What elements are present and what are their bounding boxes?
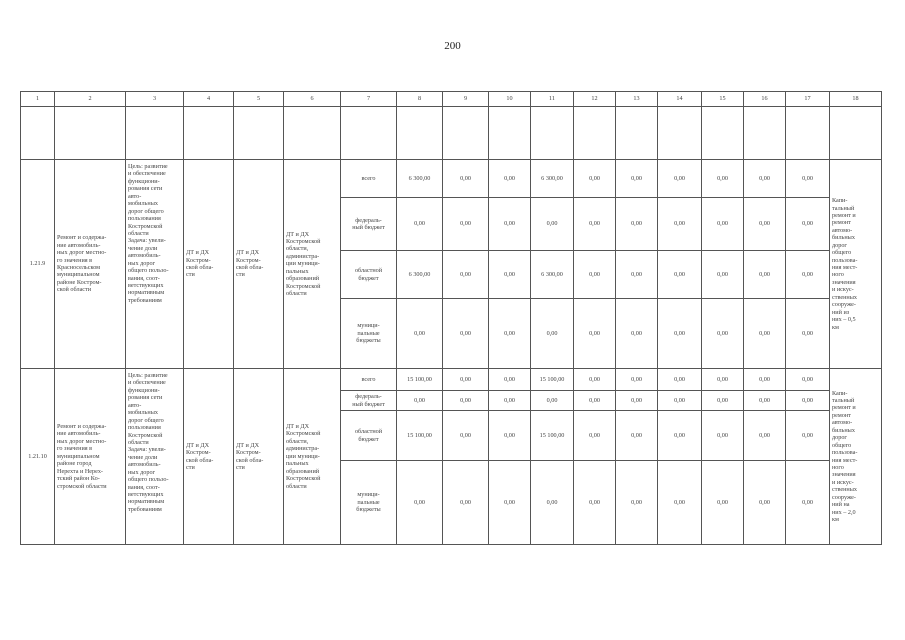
funding-value: 0,00 bbox=[574, 461, 616, 545]
budget-row bbox=[21, 369, 882, 391]
page-number: 200 bbox=[444, 40, 461, 52]
col-header: 2 bbox=[55, 92, 126, 107]
funding-value: 0,00 bbox=[786, 160, 830, 198]
funding-value: 0,00 bbox=[744, 391, 786, 411]
col-header: 9 bbox=[443, 92, 489, 107]
budget-source-text: всего bbox=[361, 375, 376, 383]
funding-value: 0,00 bbox=[658, 198, 702, 251]
budget-source-text: федераль- ный бюджет bbox=[352, 393, 385, 408]
col-header: 5 bbox=[234, 92, 284, 107]
col-header: 1 bbox=[21, 92, 55, 107]
funding-value: 0,00 bbox=[443, 251, 489, 299]
responsible-executor bbox=[184, 369, 234, 545]
funding-value: 0,00 bbox=[744, 299, 786, 369]
responsible-executor-text: ДТ и ДХ Костром- ской обла- сти bbox=[186, 441, 214, 471]
budget-source-text: областной бюджет bbox=[354, 267, 383, 282]
funding-value: 0,00 bbox=[744, 411, 786, 461]
funding-value: 0,00 bbox=[702, 461, 744, 545]
budget-source-text: областной бюджет bbox=[354, 428, 383, 443]
funding-value: 0,00 bbox=[658, 160, 702, 198]
goal-task-text: Цель: развитие и обеспечение функциони- рования сети авто- мобильных дорог общего пользования Костромской области Задача: увели- чение доли автомобиль- ных дорог общего пользо- вания, соот- ветствующих нормативным требованиям bbox=[128, 163, 169, 304]
funding-value: 0,00 bbox=[744, 251, 786, 299]
funding-value: 0,00 bbox=[397, 461, 443, 545]
co-executor bbox=[234, 369, 284, 545]
funding-value: 0,00 bbox=[786, 251, 830, 299]
funding-value: 0,00 bbox=[786, 391, 830, 411]
budget-source-label bbox=[341, 299, 397, 369]
participants bbox=[284, 160, 341, 369]
col-header: 3 bbox=[126, 92, 184, 107]
funding-value: 0,00 bbox=[531, 299, 574, 369]
participants bbox=[284, 369, 341, 545]
col-header: 18 bbox=[830, 92, 882, 107]
funding-value: 0,00 bbox=[744, 461, 786, 545]
funding-value: 0,00 bbox=[702, 198, 744, 251]
participants-text: ДТ и ДХ Костромской области, администра- ции муници- пальных образований Костромской области bbox=[286, 230, 321, 298]
funding-value: 0,00 bbox=[443, 391, 489, 411]
funding-value: 0,00 bbox=[397, 198, 443, 251]
funding-value: 0,00 bbox=[574, 198, 616, 251]
funding-value: 15 100,00 bbox=[531, 411, 574, 461]
expected-result bbox=[830, 160, 882, 369]
funding-value: 15 100,00 bbox=[397, 369, 443, 391]
goal-task-text: Цель: развитие и обеспечение функциони- рования сети авто- мобильных дорог общего пользования Костромской области Задача: увели- чение доли автомобиль- ных дорог общего пользо- вания, соот- ветствующих нормативным требованиям bbox=[128, 372, 169, 513]
funding-value: 0,00 bbox=[744, 369, 786, 391]
funding-value: 0,00 bbox=[574, 160, 616, 198]
budget-table bbox=[20, 91, 882, 545]
funding-value: 0,00 bbox=[616, 369, 658, 391]
col-header: 16 bbox=[744, 92, 786, 107]
funding-value: 0,00 bbox=[786, 411, 830, 461]
col-header: 4 bbox=[184, 92, 234, 107]
col-header: 15 bbox=[702, 92, 744, 107]
row-number-text: 1.21.10 bbox=[28, 452, 47, 460]
spacer-row bbox=[21, 107, 882, 160]
funding-value: 0,00 bbox=[744, 198, 786, 251]
activity-name bbox=[55, 160, 126, 369]
funding-value: 0,00 bbox=[531, 461, 574, 545]
funding-value: 0,00 bbox=[702, 411, 744, 461]
table-body bbox=[21, 92, 882, 545]
budget-source-text: федераль- ный бюджет bbox=[352, 216, 385, 231]
funding-value: 0,00 bbox=[702, 160, 744, 198]
funding-value: 0,00 bbox=[489, 411, 531, 461]
funding-value: 0,00 bbox=[786, 198, 830, 251]
funding-value: 0,00 bbox=[531, 391, 574, 411]
funding-value: 6 300,00 bbox=[531, 251, 574, 299]
funding-value: 0,00 bbox=[658, 299, 702, 369]
budget-source-label bbox=[341, 251, 397, 299]
col-header: 7 bbox=[341, 92, 397, 107]
activity-name bbox=[55, 369, 126, 545]
funding-value: 0,00 bbox=[443, 461, 489, 545]
row-number bbox=[21, 369, 55, 545]
funding-value: 0,00 bbox=[443, 198, 489, 251]
funding-value: 0,00 bbox=[616, 411, 658, 461]
budget-source-text: муници- пальные бюджеты bbox=[356, 322, 381, 345]
funding-value: 0,00 bbox=[489, 160, 531, 198]
expected-result-text: Капи- тальный ремонт и ремонт автомо- бильных дорог общего пользова- ния мест- ного значения и искус- ственных сооруже- ний на них – 2,0 км bbox=[832, 389, 858, 523]
funding-value: 0,00 bbox=[489, 369, 531, 391]
goal-task bbox=[126, 369, 184, 545]
funding-value: 0,00 bbox=[658, 411, 702, 461]
goal-task bbox=[126, 160, 184, 369]
expected-result-text: Капи- тальный ремонт и ремонт автомо- бильных дорог общего пользова- ния мест- ного значения и искус- ственных сооруже- ний из них – 0,5 км bbox=[832, 197, 858, 331]
funding-value: 0,00 bbox=[489, 461, 531, 545]
co-executor-text: ДТ и ДХ Костром- ской обла- сти bbox=[236, 249, 264, 279]
expected-result bbox=[830, 369, 882, 545]
funding-value: 0,00 bbox=[443, 160, 489, 198]
responsible-executor bbox=[184, 160, 234, 369]
col-header: 14 bbox=[658, 92, 702, 107]
row-number-text: 1.21.9 bbox=[29, 260, 46, 268]
funding-value: 0,00 bbox=[489, 198, 531, 251]
budget-source-label bbox=[341, 160, 397, 198]
funding-value: 0,00 bbox=[574, 369, 616, 391]
funding-value: 0,00 bbox=[786, 369, 830, 391]
funding-value: 0,00 bbox=[574, 411, 616, 461]
funding-value: 0,00 bbox=[616, 299, 658, 369]
funding-value: 0,00 bbox=[489, 391, 531, 411]
budget-source-label bbox=[341, 391, 397, 411]
budget-source-text: всего bbox=[361, 174, 376, 182]
funding-value: 0,00 bbox=[616, 251, 658, 299]
funding-value: 0,00 bbox=[397, 391, 443, 411]
participants-text: ДТ и ДХ Костромской области, администра- ции муници- пальных образований Костромской области bbox=[286, 423, 321, 490]
col-header: 11 bbox=[531, 92, 574, 107]
funding-value: 0,00 bbox=[616, 391, 658, 411]
funding-value: 15 100,00 bbox=[531, 369, 574, 391]
funding-value: 0,00 bbox=[702, 299, 744, 369]
funding-value: 0,00 bbox=[786, 461, 830, 545]
funding-value: 0,00 bbox=[574, 299, 616, 369]
funding-value: 0,00 bbox=[616, 198, 658, 251]
col-header: 13 bbox=[616, 92, 658, 107]
funding-value: 0,00 bbox=[658, 461, 702, 545]
funding-value: 0,00 bbox=[489, 299, 531, 369]
funding-value: 0,00 bbox=[574, 391, 616, 411]
col-header: 8 bbox=[397, 92, 443, 107]
funding-value: 0,00 bbox=[702, 369, 744, 391]
funding-value: 0,00 bbox=[658, 391, 702, 411]
funding-value: 6 300,00 bbox=[531, 160, 574, 198]
funding-value: 6 300,00 bbox=[397, 251, 443, 299]
funding-value: 0,00 bbox=[786, 299, 830, 369]
funding-value: 0,00 bbox=[616, 160, 658, 198]
funding-value: 0,00 bbox=[574, 251, 616, 299]
activity-name-text: Ремонт и содержа- ние автомобиль- ных дорог местно- го значения в муниципальном районе город Нерехта и Нерех- тский район Ко- стромской области bbox=[57, 423, 107, 490]
budget-source-text: муници- пальные бюджеты bbox=[356, 491, 381, 514]
funding-value: 0,00 bbox=[531, 198, 574, 251]
budget-source-label bbox=[341, 461, 397, 545]
col-header: 17 bbox=[786, 92, 830, 107]
activity-name-text: Ремонт и содержа- ние автомобиль- ных дорог местно- го значения в Красносельском муниципальном районе Костром- ской области bbox=[57, 234, 107, 294]
budget-source-label bbox=[341, 198, 397, 251]
funding-value: 0,00 bbox=[658, 369, 702, 391]
budget-source-label bbox=[341, 369, 397, 391]
co-executor-text: ДТ и ДХ Костром- ской обла- сти bbox=[236, 441, 264, 471]
funding-value: 0,00 bbox=[489, 251, 531, 299]
funding-value: 0,00 bbox=[616, 461, 658, 545]
funding-value: 0,00 bbox=[702, 251, 744, 299]
budget-source-label bbox=[341, 411, 397, 461]
col-header: 12 bbox=[574, 92, 616, 107]
funding-value: 6 300,00 bbox=[397, 160, 443, 198]
row-number bbox=[21, 160, 55, 369]
budget-row bbox=[21, 160, 882, 198]
co-executor bbox=[234, 160, 284, 369]
col-header: 10 bbox=[489, 92, 531, 107]
funding-value: 0,00 bbox=[443, 369, 489, 391]
funding-value: 0,00 bbox=[702, 391, 744, 411]
funding-value: 0,00 bbox=[658, 251, 702, 299]
header-row bbox=[21, 92, 882, 107]
funding-value: 0,00 bbox=[443, 299, 489, 369]
funding-value: 0,00 bbox=[443, 411, 489, 461]
col-header: 6 bbox=[284, 92, 341, 107]
responsible-executor-text: ДТ и ДХ Костром- ской обла- сти bbox=[186, 249, 214, 279]
funding-value: 0,00 bbox=[397, 299, 443, 369]
funding-value: 15 100,00 bbox=[397, 411, 443, 461]
funding-value: 0,00 bbox=[744, 160, 786, 198]
